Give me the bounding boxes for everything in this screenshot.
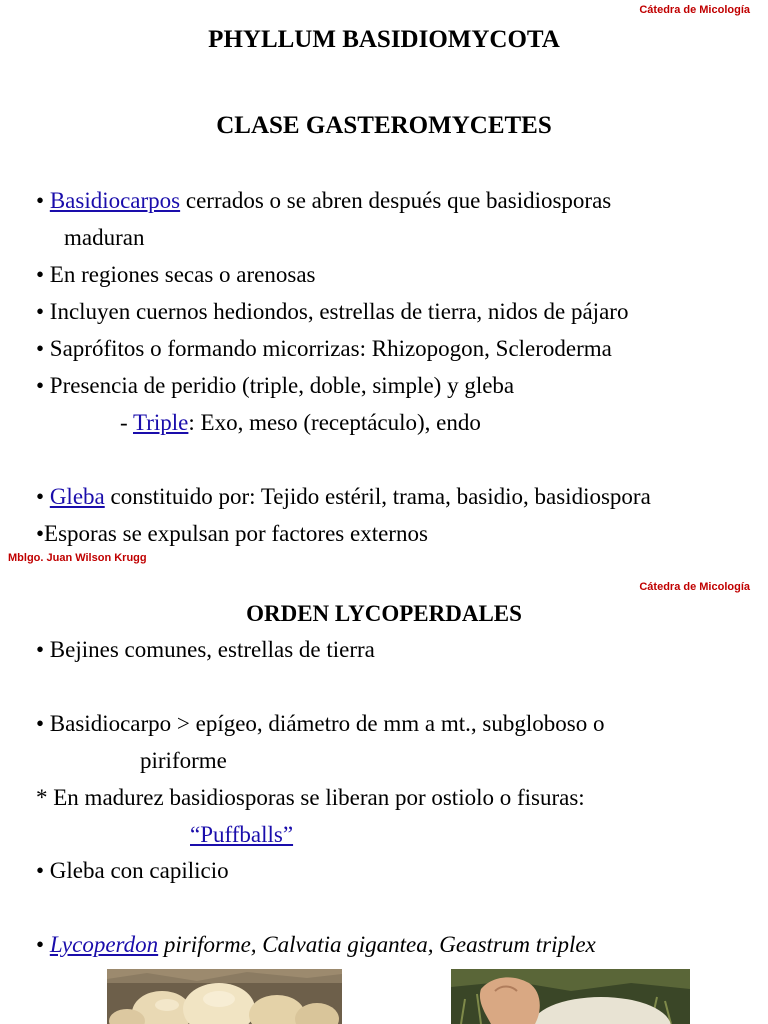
author-footer: Mblgo. Juan Wilson Krugg [8,552,147,564]
bullet-continuation: maduran [64,225,145,250]
bullet-basidiocarpo: • Basidiocarpo > epígeo, diámetro de mm a mt., subgloboso o [36,711,605,736]
order-title: ORDEN LYCOPERDALES [246,601,522,626]
dash: - [120,410,133,435]
bullet-madurez: * En madurez basidiosporas se liberan por ostiolo o fisuras: [36,785,585,810]
bullet-text: constituido por: Tejido estéril, trama, basidio, basidiospora [104,484,651,509]
bullet-gleba [36,484,651,510]
basidiocarpos-link[interactable]: Basidiocarpos [49,188,181,213]
class-title: CLASE GASTEROMYCETES [216,112,552,139]
bullet-saprofitos: • Saprófitos o formando micorrizas: Rhizopogon, Scleroderma [36,336,612,361]
lycoperdon-link[interactable]: Lycoperdon [49,932,159,957]
puffball-photo-left [107,969,342,1024]
puffball-photo-right [451,969,690,1024]
puffballs-link[interactable]: “Puffballs” [190,822,294,847]
species-text: piriforme, Calvatia gigantea, Geastrum triplex [158,932,596,957]
bullet-bejines: • Bejines comunes, estrellas de tierra [36,637,375,662]
bullet-lycoperdon [36,932,596,958]
course-header-2: Cátedra de Micología [639,581,750,593]
bullet-capilicio: • Gleba con capilicio [36,858,229,883]
bullet-peridio: • Presencia de peridio (triple, doble, simple) y gleba [36,373,515,398]
sub-bullet-triple [120,410,481,436]
bullet-char: • [36,484,45,509]
course-header: Cátedra de Micología [639,4,750,16]
bullet-regions: • En regiones secas o arenosas [36,262,316,287]
bullet-esporas: •Esporas se expulsan por factores externos [36,521,428,546]
hand-puffball-image [451,969,690,1024]
puffballs-line [190,822,293,848]
bullet-text: cerrados o se abren después que basidiosporas [180,188,612,213]
bullet-continuation-2: piriforme [140,748,227,773]
puffball-cluster-image [107,969,342,1024]
gleba-link[interactable]: Gleba [49,484,105,509]
bullet-basidiocarpos [36,188,611,214]
bullet-char: • [36,932,50,957]
bullet-includes: • Incluyen cuernos hediondos, estrellas de tierra, nidos de pájaro [36,299,629,324]
bullet-char: • [36,188,45,213]
sub-text: : Exo, meso (receptáculo), endo [188,410,481,435]
triple-link[interactable]: Triple [133,410,189,435]
page-title: PHYLLUM BASIDIOMYCOTA [208,26,560,53]
